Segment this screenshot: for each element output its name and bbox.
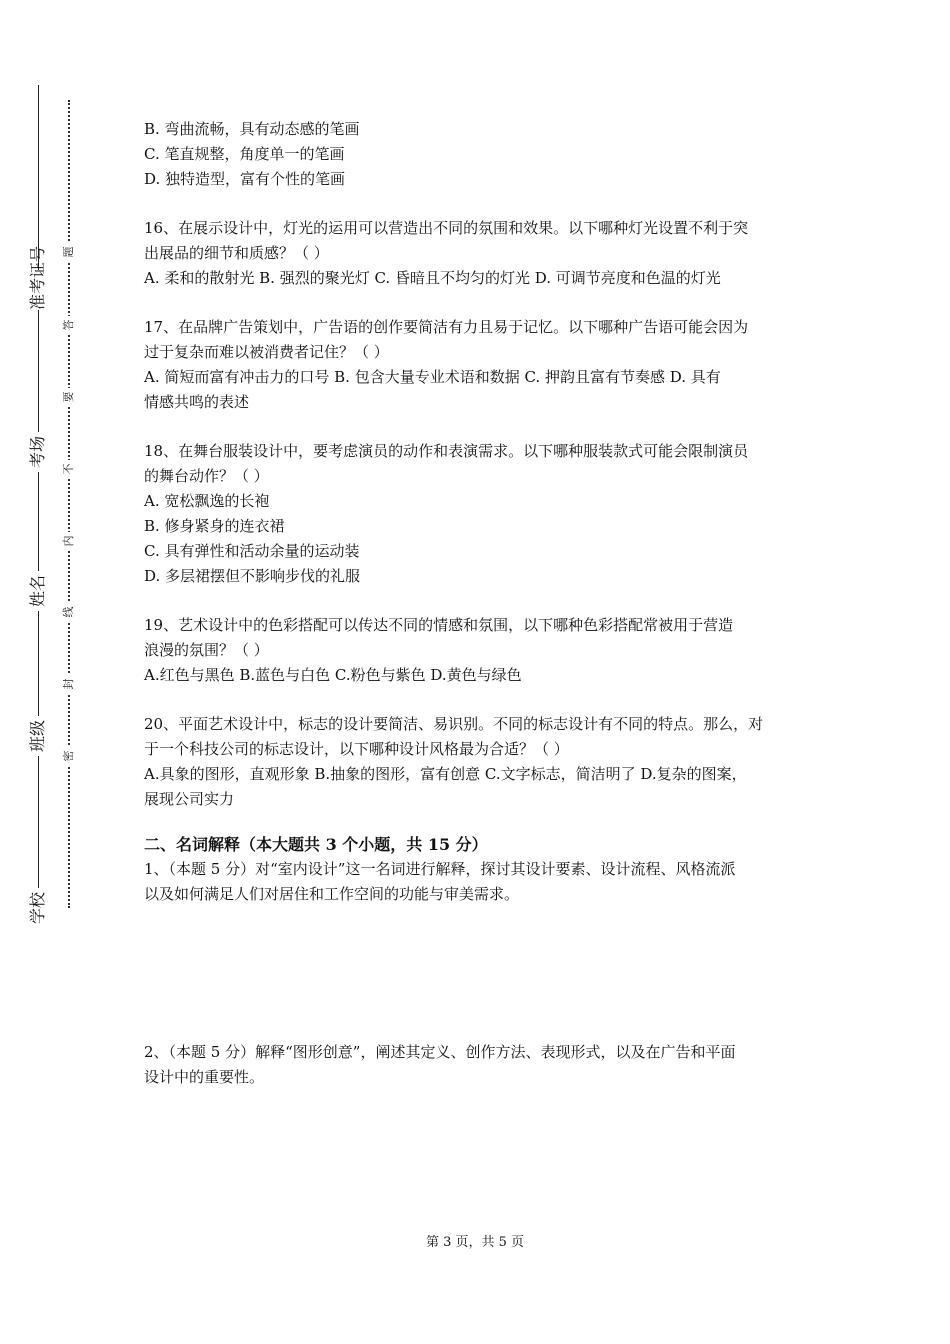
question-18 bbox=[144, 439, 812, 589]
question-16 bbox=[144, 216, 812, 291]
question-line: 出展品的细节和质感？（ ） bbox=[144, 244, 329, 262]
page-footer: 第 3 页，共 5 页 bbox=[425, 1235, 525, 1250]
answer-space[interactable] bbox=[144, 907, 812, 1040]
field-exam-room: 考场 bbox=[29, 432, 47, 472]
section-title: 二、名词解释（本大题共 3 个小题，共 15 分） bbox=[144, 835, 488, 854]
question-line: 2、（本题 5 分）解释“图形创意”，阐述其定义、创作方法、表现形式，以及在广告和平面 bbox=[144, 1043, 736, 1061]
option-line: C. 笔直规整，角度单一的笔画 bbox=[144, 145, 345, 163]
question-line: 20、平面艺术设计中，标志的设计要简洁、易识别。不同的标志设计有不同的特点。那么，对 bbox=[144, 715, 764, 733]
seal-char: 封 bbox=[62, 675, 76, 693]
seal-char: 要 bbox=[62, 388, 76, 406]
seal-char: 答 bbox=[62, 316, 76, 334]
term-question-2 bbox=[144, 1040, 812, 1090]
question-20 bbox=[144, 712, 812, 812]
exam-content bbox=[144, 117, 812, 1090]
question-line: C. 具有弹性和活动余量的运动装 bbox=[144, 542, 360, 560]
question-line: 的舞台动作？（ ） bbox=[144, 467, 269, 485]
seal-char: 不 bbox=[62, 460, 76, 478]
binding-solid-line bbox=[38, 85, 39, 925]
question-line: A.具象的图形，直观形象 B.抽象的图形，富有创意 C.文字标志，简洁明了 D.复杂的图案， bbox=[144, 765, 747, 783]
question-line: A. 宽松飘逸的长袍 bbox=[144, 492, 270, 510]
question-line: 过于复杂而难以被消费者记住？（ ） bbox=[144, 343, 389, 361]
option-line: B. 弯曲流畅，具有动态感的笔画 bbox=[144, 120, 360, 138]
question-line: 展现公司实力 bbox=[144, 790, 235, 808]
seal-char: 密 bbox=[62, 747, 76, 765]
question-line: 以及如何满足人们对居住和工作空间的功能与审美需求。 bbox=[144, 885, 520, 903]
question-17 bbox=[144, 315, 812, 415]
continued-options bbox=[144, 117, 812, 192]
question-line: 19、艺术设计中的色彩搭配可以传达不同的情感和氛围，以下哪种色彩搭配常被用于营造 bbox=[144, 616, 734, 634]
seal-char: 线 bbox=[62, 603, 76, 621]
question-line: D. 多层裙摆但不影响步伐的礼服 bbox=[144, 567, 361, 585]
question-line: A. 柔和的散射光 B. 强烈的聚光灯 C. 昏暗且不均匀的灯光 D. 可调节亮度和色温的灯光 bbox=[144, 269, 721, 287]
question-line: 浪漫的氛围？（ ） bbox=[144, 641, 269, 659]
binding-margin bbox=[0, 0, 110, 1344]
question-line: 18、在舞台服装设计中，要考虑演员的动作和表演需求。以下哪种服装款式可能会限制演员 bbox=[144, 442, 749, 460]
question-line: A. 简短而富有冲击力的口号 B. 包含大量专业术语和数据 C. 押韵且富有节奏感 D. 具有 bbox=[144, 368, 721, 386]
field-exam-number: 准考证号 bbox=[28, 245, 47, 310]
option-line: D. 独特造型，富有个性的笔画 bbox=[144, 170, 346, 188]
seal-dotted-line bbox=[68, 100, 70, 908]
field-name: 姓名 bbox=[29, 571, 47, 611]
question-line: 设计中的重要性。 bbox=[144, 1068, 265, 1086]
field-school: 学校 bbox=[29, 888, 47, 928]
question-line: B. 修身紧身的连衣裙 bbox=[144, 517, 285, 535]
question-line: 17、在品牌广告策划中，广告语的创作要简洁有力且易于记忆。以下哪种广告语可能会因为 bbox=[144, 318, 749, 336]
term-question-1 bbox=[144, 857, 812, 907]
question-line: 于一个科技公司的标志设计，以下哪种设计风格最为合适？（ ） bbox=[144, 740, 569, 758]
question-line: A.红色与黑色 B.蓝色与白色 C.粉色与紫色 D.黄色与绿色 bbox=[144, 666, 522, 684]
question-line: 16、在展示设计中，灯光的运用可以营造出不同的氛围和效果。以下哪种灯光设置不利于突 bbox=[144, 219, 749, 237]
field-class: 班级 bbox=[29, 716, 47, 756]
question-19 bbox=[144, 613, 812, 688]
question-line: 情感共鸣的表述 bbox=[144, 393, 250, 411]
question-line: 1、（本题 5 分）对“室内设计”这一名词进行解释，探讨其设计要素、设计流程、风格流派 bbox=[144, 860, 736, 878]
seal-char: 内 bbox=[62, 532, 76, 550]
seal-char: 题 bbox=[62, 243, 76, 261]
